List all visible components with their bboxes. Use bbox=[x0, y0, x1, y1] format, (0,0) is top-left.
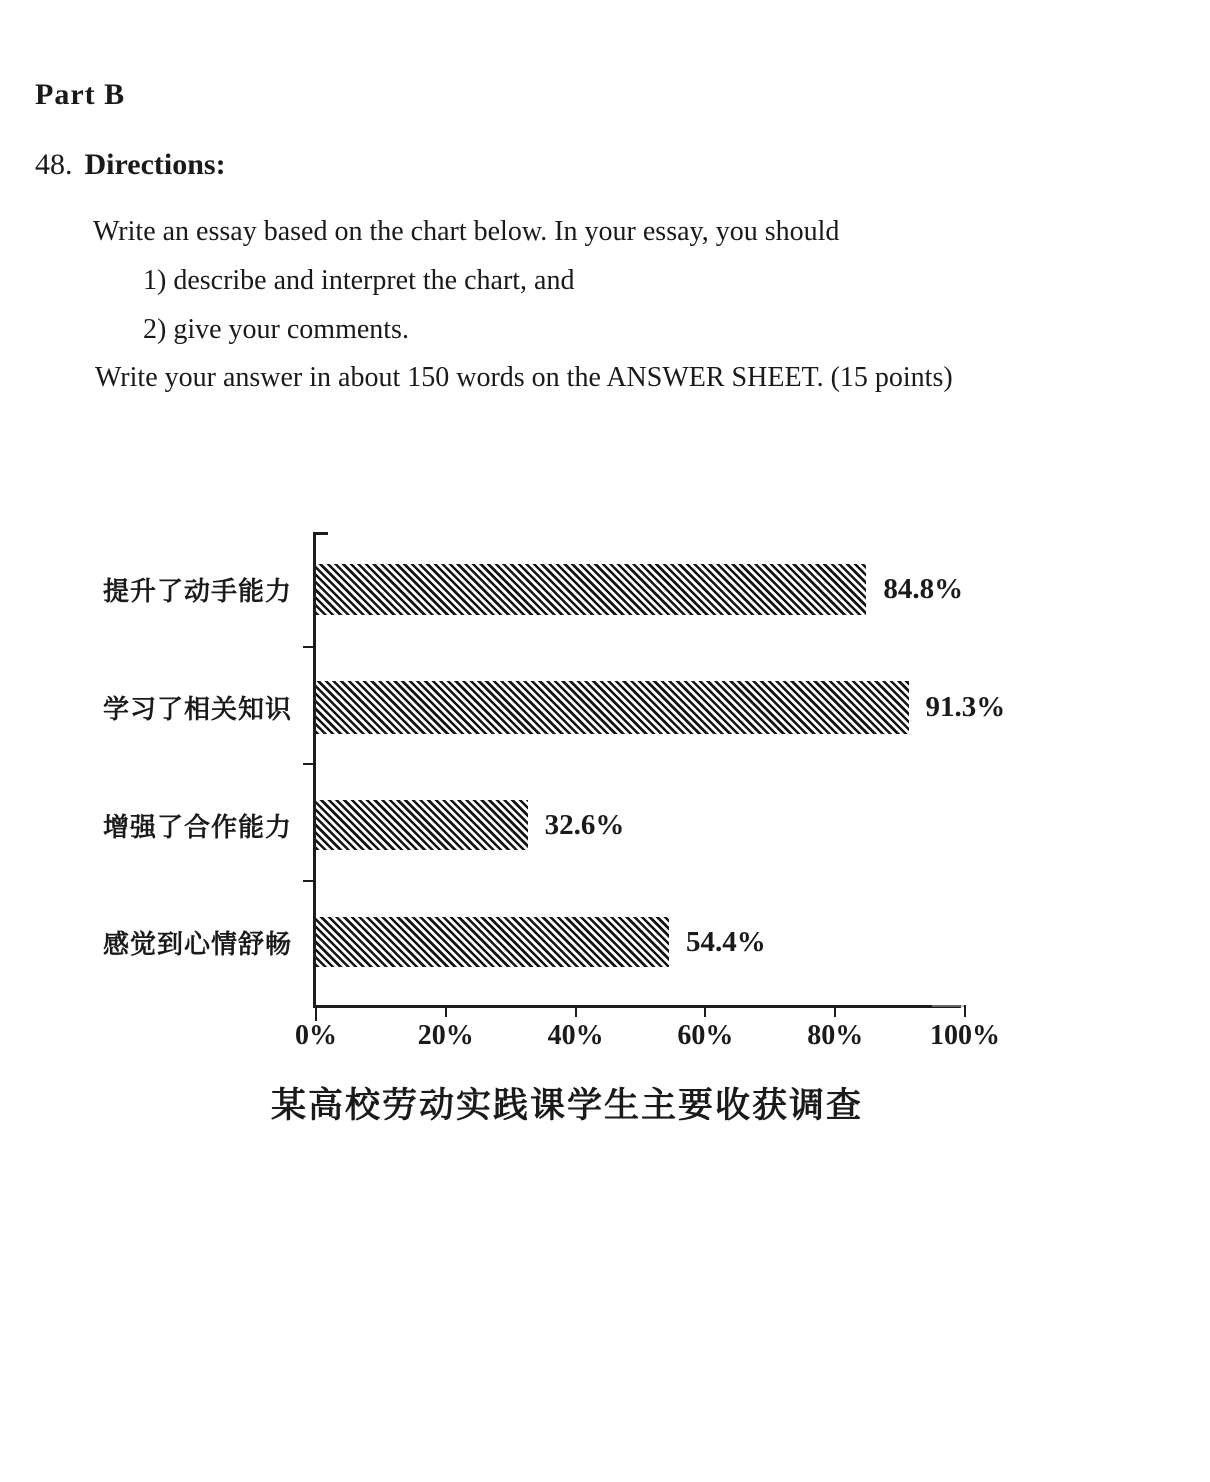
x-axis-tick-label: 60% bbox=[677, 1020, 734, 1051]
category-label: 提升了动手能力 bbox=[102, 577, 292, 606]
hatched-bar bbox=[316, 681, 909, 734]
chart-row bbox=[102, 681, 1006, 734]
category-label: 增强了合作能力 bbox=[102, 812, 292, 842]
x-axis-tick bbox=[834, 1005, 836, 1017]
x-axis-fade-segment bbox=[932, 1005, 966, 1007]
question-heading bbox=[35, 148, 226, 182]
bar-value-label: 32.6% bbox=[544, 808, 625, 841]
x-axis-tick-label: 80% bbox=[807, 1020, 864, 1051]
x-axis-tick bbox=[445, 1005, 447, 1017]
hatched-bar bbox=[316, 917, 669, 967]
hatched-bar bbox=[316, 564, 866, 615]
part-label: Part B bbox=[35, 78, 126, 111]
x-axis-tick-label: 20% bbox=[417, 1020, 474, 1051]
x-axis-tick-label: 0% bbox=[295, 1020, 337, 1051]
x-axis-tick bbox=[964, 1005, 966, 1017]
bar-value-label: 84.8% bbox=[883, 573, 964, 605]
y-axis-tick bbox=[303, 763, 316, 765]
x-axis-tick bbox=[575, 1005, 577, 1017]
hatched-bar bbox=[316, 800, 528, 850]
question-number: 48. bbox=[35, 148, 73, 181]
x-axis-tick bbox=[315, 1005, 317, 1021]
y-axis-top-tick bbox=[316, 532, 328, 535]
x-axis-tick-label: 40% bbox=[547, 1020, 604, 1051]
category-label: 感觉到心情舒畅 bbox=[102, 929, 292, 959]
y-axis-tick bbox=[303, 880, 316, 882]
category-label: 学习了相关知识 bbox=[102, 695, 292, 724]
chart-row bbox=[102, 564, 964, 615]
x-axis-tick bbox=[704, 1005, 706, 1017]
chart-title: 某高校劳动实践课学生主要收获调查 bbox=[271, 1086, 864, 1125]
x-axis-tick-label: 100% bbox=[930, 1020, 1000, 1051]
x-axis-line bbox=[313, 1005, 961, 1008]
bar-value-label: 91.3% bbox=[925, 691, 1006, 723]
chart-row bbox=[102, 917, 962, 967]
directions-item-2: 2) give your comments. bbox=[143, 314, 409, 345]
y-axis-tick bbox=[303, 646, 316, 648]
bar-value-label: 54.4% bbox=[686, 925, 766, 958]
directions-label: Directions: bbox=[84, 148, 226, 181]
bar-chart bbox=[102, 532, 1006, 1125]
directions-item-1: 1) describe and interpret the chart, and bbox=[143, 265, 575, 296]
directions-intro: Write an essay based on the chart below. In your essay, you should bbox=[93, 216, 840, 247]
chart-row bbox=[102, 800, 962, 850]
directions-closing: Write your answer in about 150 words on the ANSWER SHEET. (15 points) bbox=[95, 362, 953, 393]
